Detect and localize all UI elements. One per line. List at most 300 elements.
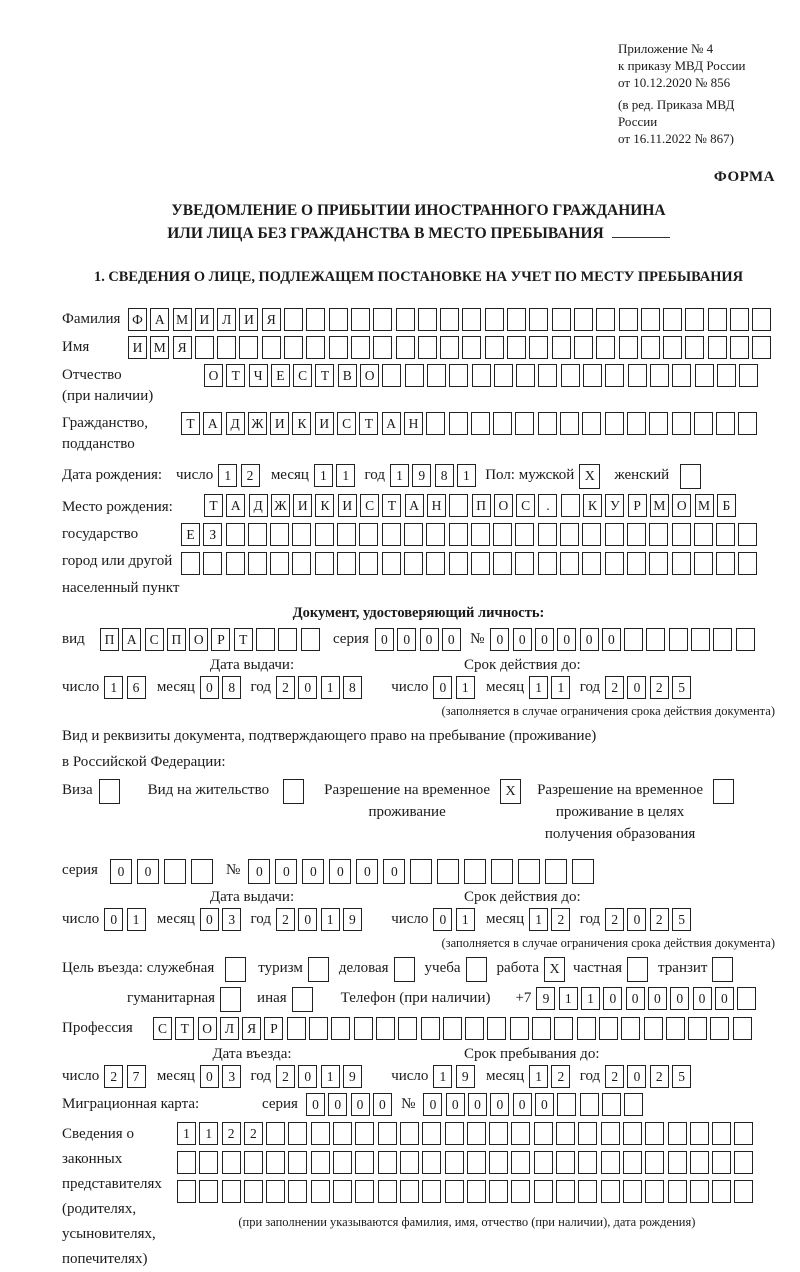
char-cell[interactable] (467, 1122, 486, 1145)
char-cell[interactable] (561, 364, 580, 387)
char-cell[interactable] (292, 523, 311, 546)
char-cell[interactable] (752, 308, 771, 331)
char-cell[interactable]: 2 (605, 1065, 624, 1088)
char-cell[interactable]: С (153, 1017, 172, 1040)
char-cell[interactable]: 0 (693, 987, 712, 1010)
char-cell[interactable] (203, 552, 222, 575)
char-cell[interactable] (315, 523, 334, 546)
char-cell[interactable] (445, 1151, 464, 1174)
char-cell[interactable] (471, 412, 490, 435)
char-cell[interactable] (422, 1151, 441, 1174)
char-cell[interactable] (739, 364, 758, 387)
char-cell[interactable]: 0 (104, 908, 123, 931)
char-cell[interactable]: М (695, 494, 714, 517)
char-cell[interactable]: Р (264, 1017, 283, 1040)
char-cell[interactable]: Б (717, 494, 736, 517)
purpose-humanitarian-checkbox[interactable] (220, 987, 241, 1012)
char-cell[interactable] (713, 628, 732, 651)
char-cell[interactable] (619, 336, 638, 359)
char-cell[interactable] (624, 628, 643, 651)
char-cell[interactable] (628, 364, 647, 387)
char-cell[interactable]: 0 (200, 908, 219, 931)
char-cell[interactable] (467, 1151, 486, 1174)
purpose-study-checkbox[interactable] (466, 957, 487, 982)
char-cell[interactable]: 0 (670, 987, 689, 1010)
char-cell[interactable] (376, 1017, 395, 1040)
char-cell[interactable]: 0 (602, 628, 621, 651)
char-cell[interactable]: И (195, 308, 214, 331)
char-cell[interactable] (538, 364, 557, 387)
char-cell[interactable]: 0 (626, 987, 645, 1010)
char-cell[interactable] (621, 1017, 640, 1040)
char-cell[interactable]: 0 (397, 628, 416, 651)
char-cell[interactable]: Д (226, 412, 245, 435)
char-cell[interactable] (239, 336, 258, 359)
char-cell[interactable] (222, 1151, 241, 1174)
char-cell[interactable] (623, 1180, 642, 1203)
char-cell[interactable] (400, 1180, 419, 1203)
temp-residence-edu-checkbox[interactable] (713, 779, 734, 804)
char-cell[interactable] (646, 628, 665, 651)
char-cell[interactable]: С (293, 364, 312, 387)
char-cell[interactable] (557, 1093, 576, 1116)
char-cell[interactable]: О (198, 1017, 217, 1040)
char-cell[interactable] (262, 336, 281, 359)
char-cell[interactable]: 1 (581, 987, 600, 1010)
char-cell[interactable] (518, 859, 540, 884)
char-cell[interactable] (437, 859, 459, 884)
char-cell[interactable]: 0 (298, 1065, 317, 1088)
char-cell[interactable] (694, 552, 713, 575)
char-cell[interactable]: Т (204, 494, 223, 517)
char-cell[interactable] (690, 1151, 709, 1174)
char-cell[interactable] (217, 336, 236, 359)
char-cell[interactable] (556, 1122, 575, 1145)
char-cell[interactable] (694, 523, 713, 546)
char-cell[interactable] (378, 1122, 397, 1145)
char-cell[interactable] (337, 523, 356, 546)
char-cell[interactable]: К (315, 494, 334, 517)
char-cell[interactable] (359, 552, 378, 575)
char-cell[interactable] (284, 336, 303, 359)
char-cell[interactable] (716, 523, 735, 546)
char-cell[interactable]: К (583, 494, 602, 517)
char-cell[interactable] (270, 552, 289, 575)
char-cell[interactable]: Д (249, 494, 268, 517)
char-cell[interactable]: Л (217, 308, 236, 331)
char-cell[interactable] (301, 628, 320, 651)
char-cell[interactable]: 0 (298, 676, 317, 699)
char-cell[interactable] (511, 1151, 530, 1174)
char-cell[interactable] (288, 1151, 307, 1174)
char-cell[interactable]: С (337, 412, 356, 435)
char-cell[interactable]: Я (173, 336, 192, 359)
char-cell[interactable] (627, 552, 646, 575)
char-cell[interactable] (672, 364, 691, 387)
char-cell[interactable] (672, 523, 691, 546)
char-cell[interactable]: П (472, 494, 491, 517)
char-cell[interactable] (382, 523, 401, 546)
char-cell[interactable] (489, 1180, 508, 1203)
char-cell[interactable] (708, 308, 727, 331)
char-cell[interactable]: А (122, 628, 141, 651)
char-cell[interactable]: 0 (298, 908, 317, 931)
char-cell[interactable]: 0 (513, 1093, 532, 1116)
char-cell[interactable]: Ф (128, 308, 147, 331)
char-cell[interactable]: И (128, 336, 147, 359)
char-cell[interactable] (641, 308, 660, 331)
char-cell[interactable] (426, 412, 445, 435)
purpose-transit-checkbox[interactable] (712, 957, 733, 982)
char-cell[interactable] (627, 523, 646, 546)
char-cell[interactable] (462, 308, 481, 331)
char-cell[interactable]: 8 (222, 676, 241, 699)
char-cell[interactable] (288, 1122, 307, 1145)
char-cell[interactable]: 0 (557, 628, 576, 651)
char-cell[interactable] (287, 1017, 306, 1040)
char-cell[interactable] (266, 1180, 285, 1203)
char-cell[interactable] (515, 412, 534, 435)
char-cell[interactable]: 0 (603, 987, 622, 1010)
char-cell[interactable] (354, 1017, 373, 1040)
char-cell[interactable] (605, 364, 624, 387)
char-cell[interactable] (266, 1151, 285, 1174)
char-cell[interactable] (244, 1151, 263, 1174)
char-cell[interactable] (485, 308, 504, 331)
char-cell[interactable] (248, 523, 267, 546)
char-cell[interactable] (605, 523, 624, 546)
char-cell[interactable] (266, 1122, 285, 1145)
char-cell[interactable]: 3 (222, 1065, 241, 1088)
char-cell[interactable]: И (315, 412, 334, 435)
char-cell[interactable] (650, 364, 669, 387)
char-cell[interactable] (752, 336, 771, 359)
char-cell[interactable]: 9 (456, 1065, 475, 1088)
char-cell[interactable]: 0 (420, 628, 439, 651)
char-cell[interactable]: 1 (456, 676, 475, 699)
char-cell[interactable]: М (650, 494, 669, 517)
char-cell[interactable] (462, 336, 481, 359)
visa-checkbox[interactable] (99, 779, 120, 804)
char-cell[interactable]: 1 (551, 676, 570, 699)
char-cell[interactable]: 1 (529, 1065, 548, 1088)
char-cell[interactable] (672, 552, 691, 575)
char-cell[interactable] (708, 336, 727, 359)
char-cell[interactable]: З (203, 523, 222, 546)
char-cell[interactable] (445, 1122, 464, 1145)
char-cell[interactable] (449, 364, 468, 387)
char-cell[interactable] (516, 364, 535, 387)
char-cell[interactable] (668, 1122, 687, 1145)
char-cell[interactable]: 0 (535, 1093, 554, 1116)
char-cell[interactable] (649, 523, 668, 546)
char-cell[interactable]: 0 (535, 628, 554, 651)
char-cell[interactable] (738, 412, 757, 435)
char-cell[interactable]: П (100, 628, 119, 651)
char-cell[interactable] (422, 1122, 441, 1145)
char-cell[interactable] (471, 552, 490, 575)
char-cell[interactable] (602, 1093, 621, 1116)
char-cell[interactable]: М (173, 308, 192, 331)
char-cell[interactable] (396, 336, 415, 359)
char-cell[interactable] (578, 1122, 597, 1145)
char-cell[interactable] (256, 628, 275, 651)
char-cell[interactable] (355, 1180, 374, 1203)
char-cell[interactable]: 0 (513, 628, 532, 651)
char-cell[interactable]: Ч (249, 364, 268, 387)
char-cell[interactable] (534, 1151, 553, 1174)
char-cell[interactable]: 1 (390, 464, 409, 487)
char-cell[interactable] (422, 1180, 441, 1203)
char-cell[interactable] (426, 523, 445, 546)
char-cell[interactable]: А (203, 412, 222, 435)
char-cell[interactable]: 1 (177, 1122, 196, 1145)
char-cell[interactable]: 1 (218, 464, 237, 487)
char-cell[interactable] (556, 1151, 575, 1174)
char-cell[interactable] (599, 1017, 618, 1040)
char-cell[interactable] (645, 1122, 664, 1145)
char-cell[interactable] (378, 1180, 397, 1203)
char-cell[interactable]: Н (404, 412, 423, 435)
char-cell[interactable]: Ж (271, 494, 290, 517)
char-cell[interactable]: Т (175, 1017, 194, 1040)
char-cell[interactable] (623, 1151, 642, 1174)
char-cell[interactable]: Я (262, 308, 281, 331)
char-cell[interactable]: О (189, 628, 208, 651)
char-cell[interactable]: А (226, 494, 245, 517)
char-cell[interactable] (561, 494, 580, 517)
char-cell[interactable]: 8 (343, 676, 362, 699)
char-cell[interactable] (489, 1122, 508, 1145)
char-cell[interactable] (538, 412, 557, 435)
char-cell[interactable] (396, 308, 415, 331)
char-cell[interactable]: И (239, 308, 258, 331)
char-cell[interactable] (730, 336, 749, 359)
char-cell[interactable] (507, 336, 526, 359)
char-cell[interactable] (529, 336, 548, 359)
char-cell[interactable]: 2 (244, 1122, 263, 1145)
char-cell[interactable]: Т (181, 412, 200, 435)
char-cell[interactable] (710, 1017, 729, 1040)
char-cell[interactable] (382, 552, 401, 575)
char-cell[interactable] (471, 523, 490, 546)
char-cell[interactable] (685, 308, 704, 331)
char-cell[interactable] (493, 412, 512, 435)
char-cell[interactable]: 2 (605, 676, 624, 699)
char-cell[interactable] (333, 1122, 352, 1145)
char-cell[interactable] (222, 1180, 241, 1203)
char-cell[interactable] (582, 552, 601, 575)
char-cell[interactable] (695, 364, 714, 387)
char-cell[interactable] (487, 1017, 506, 1040)
char-cell[interactable]: 1 (321, 676, 340, 699)
char-cell[interactable] (666, 1017, 685, 1040)
char-cell[interactable]: 2 (650, 676, 669, 699)
char-cell[interactable] (712, 1180, 731, 1203)
char-cell[interactable]: 5 (672, 908, 691, 931)
char-cell[interactable] (292, 552, 311, 575)
char-cell[interactable]: 0 (351, 1093, 370, 1116)
char-cell[interactable] (560, 523, 579, 546)
char-cell[interactable]: В (338, 364, 357, 387)
char-cell[interactable] (177, 1151, 196, 1174)
char-cell[interactable]: 1 (199, 1122, 218, 1145)
char-cell[interactable]: 0 (306, 1093, 325, 1116)
char-cell[interactable]: 1 (321, 1065, 340, 1088)
char-cell[interactable] (315, 552, 334, 575)
char-cell[interactable]: 0 (200, 1065, 219, 1088)
char-cell[interactable]: 1 (433, 1065, 452, 1088)
char-cell[interactable] (405, 364, 424, 387)
char-cell[interactable] (582, 412, 601, 435)
char-cell[interactable] (472, 364, 491, 387)
char-cell[interactable] (485, 336, 504, 359)
char-cell[interactable] (404, 552, 423, 575)
char-cell[interactable]: Т (359, 412, 378, 435)
char-cell[interactable] (688, 1017, 707, 1040)
char-cell[interactable]: 0 (248, 859, 270, 884)
char-cell[interactable] (712, 1122, 731, 1145)
char-cell[interactable] (270, 523, 289, 546)
char-cell[interactable] (663, 336, 682, 359)
char-cell[interactable] (351, 308, 370, 331)
char-cell[interactable] (690, 1180, 709, 1203)
char-cell[interactable] (515, 552, 534, 575)
char-cell[interactable]: 3 (222, 908, 241, 931)
char-cell[interactable]: 0 (627, 676, 646, 699)
char-cell[interactable] (554, 1017, 573, 1040)
char-cell[interactable]: К (292, 412, 311, 435)
char-cell[interactable] (351, 336, 370, 359)
purpose-work-checkbox[interactable]: X (544, 957, 565, 982)
char-cell[interactable]: 0 (328, 1093, 347, 1116)
char-cell[interactable] (382, 364, 401, 387)
char-cell[interactable] (329, 336, 348, 359)
char-cell[interactable] (583, 364, 602, 387)
char-cell[interactable] (580, 1093, 599, 1116)
char-cell[interactable]: 1 (104, 676, 123, 699)
char-cell[interactable]: . (538, 494, 557, 517)
char-cell[interactable] (440, 308, 459, 331)
char-cell[interactable] (248, 552, 267, 575)
char-cell[interactable]: И (338, 494, 357, 517)
char-cell[interactable] (605, 412, 624, 435)
char-cell[interactable] (494, 364, 513, 387)
residence-permit-checkbox[interactable] (283, 779, 304, 804)
char-cell[interactable] (672, 412, 691, 435)
char-cell[interactable]: 2 (241, 464, 260, 487)
char-cell[interactable]: 0 (446, 1093, 465, 1116)
char-cell[interactable] (355, 1151, 374, 1174)
char-cell[interactable] (191, 859, 213, 884)
char-cell[interactable] (738, 552, 757, 575)
char-cell[interactable]: 0 (275, 859, 297, 884)
char-cell[interactable]: 0 (433, 676, 452, 699)
char-cell[interactable]: 2 (650, 908, 669, 931)
char-cell[interactable] (449, 523, 468, 546)
char-cell[interactable] (278, 628, 297, 651)
char-cell[interactable]: 1 (321, 908, 340, 931)
char-cell[interactable] (410, 859, 432, 884)
char-cell[interactable] (309, 1017, 328, 1040)
char-cell[interactable] (507, 308, 526, 331)
char-cell[interactable]: 1 (456, 908, 475, 931)
char-cell[interactable]: 5 (672, 676, 691, 699)
char-cell[interactable] (669, 628, 688, 651)
char-cell[interactable]: 9 (536, 987, 555, 1010)
char-cell[interactable] (493, 523, 512, 546)
char-cell[interactable] (534, 1180, 553, 1203)
char-cell[interactable]: С (516, 494, 535, 517)
char-cell[interactable] (644, 1017, 663, 1040)
char-cell[interactable]: 0 (648, 987, 667, 1010)
char-cell[interactable] (663, 308, 682, 331)
char-cell[interactable] (244, 1180, 263, 1203)
char-cell[interactable] (596, 336, 615, 359)
char-cell[interactable]: 0 (468, 1093, 487, 1116)
char-cell[interactable]: 5 (672, 1065, 691, 1088)
char-cell[interactable] (398, 1017, 417, 1040)
char-cell[interactable] (306, 308, 325, 331)
char-cell[interactable] (449, 494, 468, 517)
char-cell[interactable] (511, 1180, 530, 1203)
sex-female-checkbox[interactable] (680, 464, 701, 489)
char-cell[interactable] (690, 1122, 709, 1145)
char-cell[interactable] (716, 412, 735, 435)
char-cell[interactable] (195, 336, 214, 359)
char-cell[interactable]: С (145, 628, 164, 651)
char-cell[interactable]: О (672, 494, 691, 517)
char-cell[interactable] (624, 1093, 643, 1116)
char-cell[interactable] (649, 552, 668, 575)
char-cell[interactable]: 2 (551, 1065, 570, 1088)
char-cell[interactable]: 2 (650, 1065, 669, 1088)
char-cell[interactable]: 1 (529, 908, 548, 931)
char-cell[interactable] (226, 523, 245, 546)
char-cell[interactable] (560, 552, 579, 575)
char-cell[interactable] (421, 1017, 440, 1040)
char-cell[interactable]: 0 (375, 628, 394, 651)
char-cell[interactable] (596, 308, 615, 331)
char-cell[interactable] (545, 859, 567, 884)
char-cell[interactable] (373, 308, 392, 331)
char-cell[interactable]: 0 (627, 1065, 646, 1088)
char-cell[interactable]: У (605, 494, 624, 517)
char-cell[interactable]: Т (315, 364, 334, 387)
char-cell[interactable] (577, 1017, 596, 1040)
char-cell[interactable]: 1 (529, 676, 548, 699)
char-cell[interactable]: Н (427, 494, 446, 517)
char-cell[interactable]: 1 (336, 464, 355, 487)
char-cell[interactable]: 0 (423, 1093, 442, 1116)
temp-residence-checkbox[interactable]: X (500, 779, 521, 804)
char-cell[interactable]: О (494, 494, 513, 517)
char-cell[interactable]: 0 (356, 859, 378, 884)
char-cell[interactable] (560, 412, 579, 435)
char-cell[interactable]: Р (628, 494, 647, 517)
char-cell[interactable] (199, 1151, 218, 1174)
char-cell[interactable] (400, 1122, 419, 1145)
char-cell[interactable] (333, 1180, 352, 1203)
char-cell[interactable]: 0 (442, 628, 461, 651)
char-cell[interactable] (734, 1151, 753, 1174)
purpose-other-checkbox[interactable] (292, 987, 313, 1012)
char-cell[interactable] (574, 308, 593, 331)
char-cell[interactable] (443, 1017, 462, 1040)
char-cell[interactable] (733, 1017, 752, 1040)
purpose-private-checkbox[interactable] (627, 957, 648, 982)
char-cell[interactable] (532, 1017, 551, 1040)
